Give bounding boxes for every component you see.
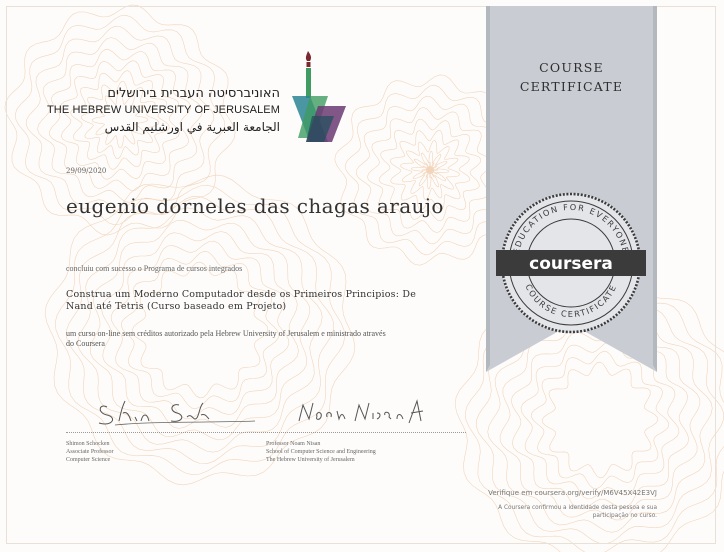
completion-statement: concluiu com sucesso o Programa de cursos integrados — [66, 264, 243, 273]
hebrew-university-logo — [288, 46, 348, 144]
signer-name: Shimon Schocken — [66, 441, 110, 447]
signer-title: Associate Professor — [66, 449, 114, 455]
issue-date: 29/09/2020 — [66, 167, 107, 175]
signer-name: Professor Noam Nisan — [266, 441, 321, 447]
coursera-seal — [496, 188, 646, 338]
confirmation-line2: participação no curso. — [592, 513, 657, 519]
ribbon-title-line2: CERTIFICATE — [519, 79, 624, 94]
ribbon-title — [486, 58, 657, 96]
university-english-name: THE HEBREW UNIVERSITY OF JERUSALEM — [46, 104, 280, 116]
signer-department: The Hebrew University of Jerusalem — [266, 457, 355, 463]
university-arabic-name: الجامعة العبرية في اورشليم القدس — [104, 120, 280, 134]
course-title: Construa um Moderno Computador desde os Primeiros Principios: De Nand até Tetris (Curso baseado em Projeto) — [66, 289, 417, 312]
recipient-name: eugenio dorneles das chagas araujo — [66, 194, 444, 218]
signer-title: School of Computer Science and Engineering — [266, 449, 376, 455]
identity-confirmation — [498, 504, 657, 520]
verification-link[interactable]: Verifique em coursera.org/verify/M6V45X42E3VJ — [488, 489, 657, 497]
seal-top-text: EDUCATION FOR EVERYONE — [510, 201, 632, 255]
course-description: um curso on-line sem créditos autorizado pela Hebrew University of Jerusalem e ministrado através do Coursera — [66, 329, 386, 348]
signer-noam-nisan — [266, 440, 376, 464]
seal-brand: coursera — [529, 254, 613, 274]
signature-noam-nisan — [297, 395, 427, 431]
ribbon-title-line1: COURSE — [539, 60, 604, 75]
confirmation-line1: A Coursera confirmou a identidade desta pessoa e sua — [498, 505, 657, 511]
university-hebrew-name: האוניברסיטה העברית בירושלים — [107, 86, 280, 101]
seal-bottom-text: COURSE CERTIFICATE — [523, 282, 619, 320]
signature-shimon-schocken — [95, 395, 260, 431]
signer-shimon-schocken — [66, 440, 114, 464]
signature-divider — [66, 432, 466, 433]
signer-department: Computer Science — [66, 457, 111, 463]
